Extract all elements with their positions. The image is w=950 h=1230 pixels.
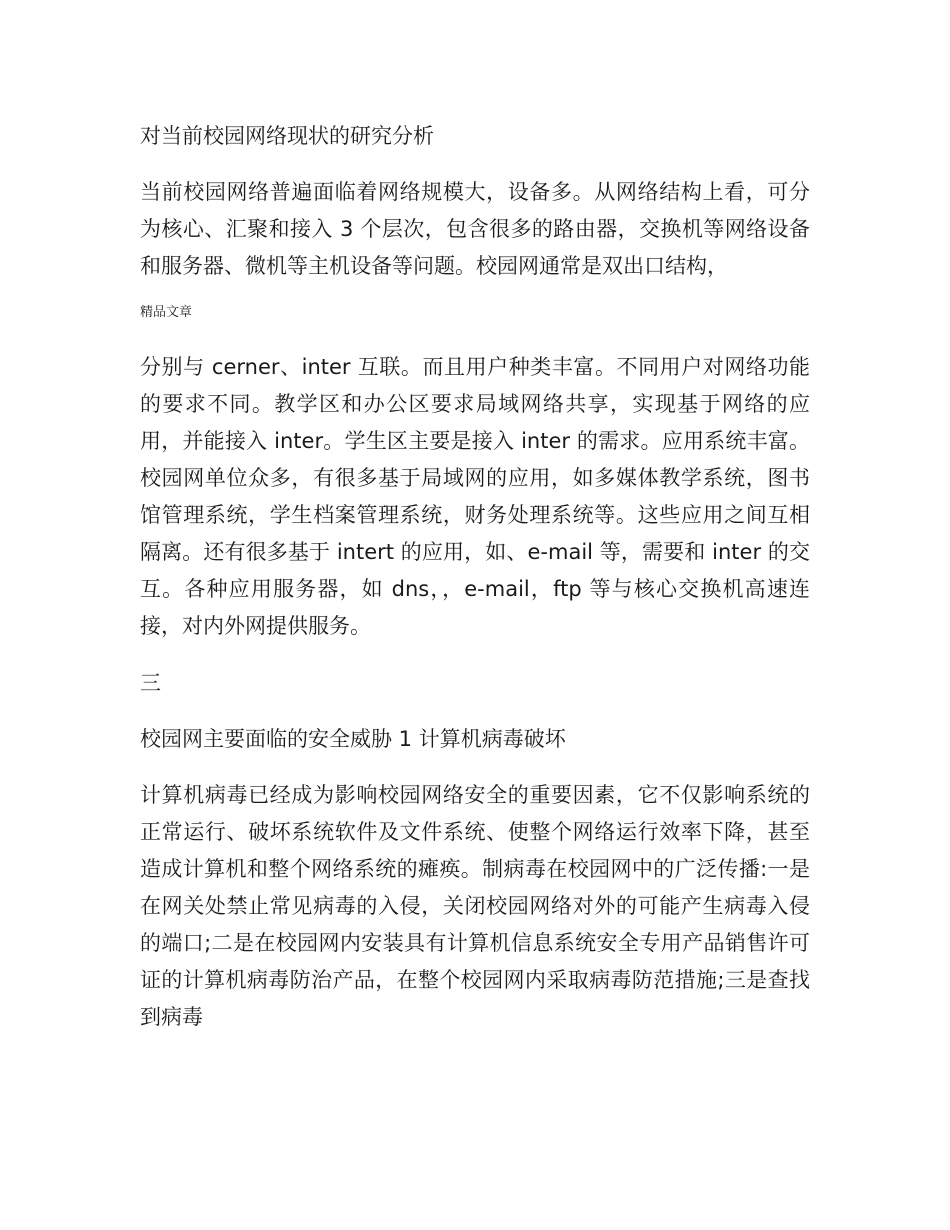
document-title: 对当前校园网络现状的研究分析 [140,124,434,148]
source-label: 精品文章 [140,305,193,320]
paragraph-network-status: 当前校园网络普遍面临着网络规模大，设备多。从网络结构上看，可分为核心、汇聚和接入 3 个层次，包含很多的路由器，交换机等网络设备和服务器、微机等主机设备等问题。校园网通常是双出口结构， [140,180,810,278]
paragraph-users-applications: 分别与 cerner、inter 互联。而且用户种类丰富。不同用户对网络功能的要求不同。教学区和办公区要求局域网络共享，实现基于网络的应用，并能接入 inter。学生区主要是接入 inter 的需求。应用系统丰富。校园网单位众多，有很多基于局域网的应用，如多媒体教学系统，图书馆管理系统，学生档案管理系统，财务处理系统等。这些应用之间互相隔离。还有很多基于 intert 的应用，如、e-mail 等，需要和 inter 的交互。各种应用服务器，如 dns，，e-mail，ftp 等与核心交换机高速连接，对内外网提供服务。 [140,355,810,638]
section-title: 校园网主要面临的安全威胁 1 计算机病毒破坏 [140,727,566,751]
document-page [140,118,810,1036]
paragraph-virus-threat: 计算机病毒已经成为影响校园网络安全的重要因素，它不仅影响系统的正常运行、破坏系统软件及文件系统、使整个网络运行效率下降，甚至造成计算机和整个网络系统的瘫痪。制病毒在校园网中的广泛传播:一是在网关处禁止常见病毒的入侵，关闭校园网络对外的可能产生病毒入侵的端口;二是在校园网内安装具有计算机信息系统安全专用产品销售许可证的计算机病毒防治产品，在整个校园网内采取病毒防范措施;三是查找到病毒 [140,783,810,1029]
section-number: 三 [140,671,161,695]
